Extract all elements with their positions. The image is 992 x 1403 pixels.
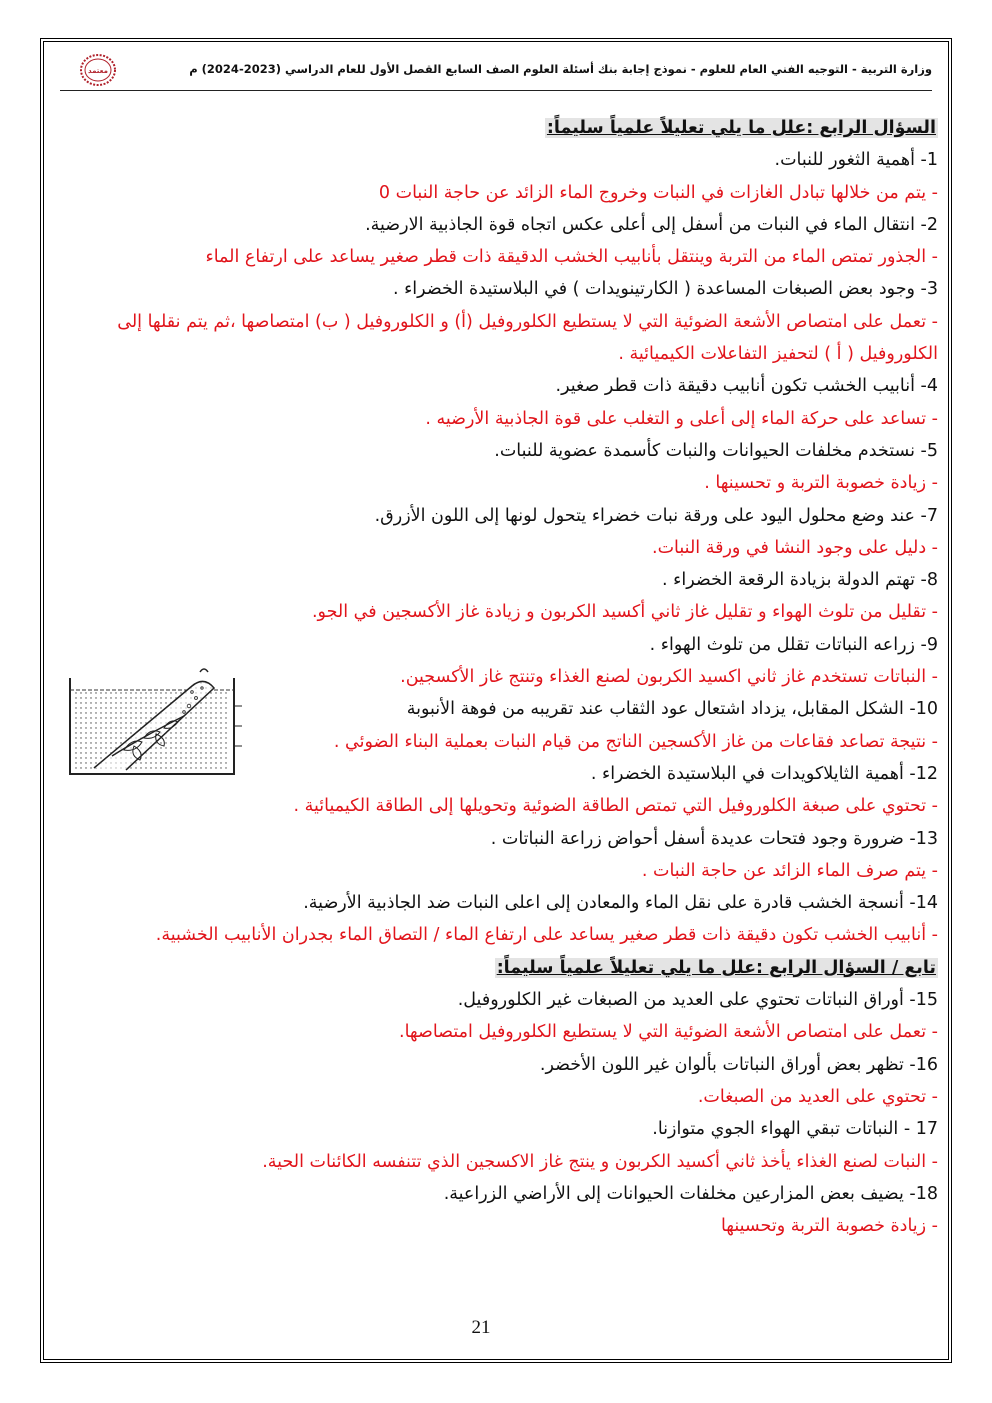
header-divider (60, 90, 932, 91)
answer-text: - تساعد على حركة الماء إلى أعلى و التغلب على قوة الجاذبية الأرضيه . (425, 408, 938, 429)
question-text: 7- عند وضع محلول اليود على ورقة نبات خضراء يتحول لونها إلى اللون الأزرق. (374, 505, 938, 526)
answer-text: - أنابيب الخشب تكون دقيقة ذات قطر صغير يساعد على ارتفاع الماء / التصاق الماء بجدران الأنابيب الخشبية. (155, 925, 938, 946)
answer-text: - تعمل على امتصاص الأشعة الضوئية التي لا يستطيع الكلوروفيل امتصاصها. (399, 1022, 938, 1043)
header-text: وزارة التربية - التوجيه الفني العام للعلوم - نموذج إجابة بنك أسئلة العلوم الصف السابع القصل الأول للعام الدراسي (2023-2024) م (189, 62, 932, 76)
question-list-continued (60, 984, 938, 1242)
page-number: 21 (471, 1317, 491, 1338)
question-text: 10- الشكل المقابل، يزداد اشتعال عود الثقاب عند تقريبه من فوهة الأنبوبة (406, 699, 938, 720)
answer-text: - زيادة خصوبة التربة و تحسينها . (704, 473, 938, 494)
answer-text: - يتم من خلالها تبادل الغازات في النبات وخروج الماء الزائد عن حاجة النبات 0 (378, 182, 938, 203)
answer-text: - تعمل على امتصاص الأشعة الضوئية التي لا يستطيع الكلوروفيل (أ) و الكلوروفيل ( ب) امتصاصها ،ثم يتم نقلها إلى (117, 311, 938, 332)
answer-text: - النبات لصنع الغذاء يأخذ ثاني أكسيد الكربون و ينتج غاز الاكسجين الذي تتنفسه الكائنات الحية. (262, 1151, 938, 1172)
answer-text: - الجذور تمتص الماء من التربة وينتقل بأنابيب الخشب الدقيقة ذات قطر صغير يساعد على ارتفاع الماء (205, 247, 938, 268)
question-text: 5- نستخدم مخلفات الحيوانات والنبات كأسمدة عضوية للنبات. (494, 440, 938, 461)
question-text: 4- أنابيب الخشب تكون أنابيب دقيقة ذات قطر صغير. (555, 376, 938, 397)
answer-text: الكلوروفيل ( أ ) لتحفيز التفاعلات الكيميائية . (618, 344, 938, 365)
answer-text: - تقليل من تلوث الهواء و تقليل غاز ثاني أكسيد الكربون و زيادة غاز الأكسجين في الجو. (311, 602, 938, 623)
question-text: 8- تهتم الدولة بزيادة الرقعة الخضراء . (662, 570, 938, 591)
question-text: 17 - النباتات تبقي الهواء الجوي متوازنا. (652, 1119, 938, 1140)
section-title: السؤال الرابع :علل ما يلي تعليلاً علمياً سليماً: (546, 118, 936, 138)
beaker-plant-icon (64, 666, 250, 778)
question-text: 1- أهمية الثغور للنبات. (774, 150, 938, 171)
answer-text: - زيادة خصوبة التربة وتحسينها (720, 1216, 938, 1237)
question-text: 2- انتقال الماء في النبات من أسفل إلى أعلى عكس اتجاه قوة الجاذبية الارضية. (365, 214, 938, 235)
question-text: 3- وجود بعض الصبغات المساعدة ( الكارتينويدات ) في البلاستيدة الخضراء . (392, 279, 938, 300)
ministry-logo-icon (78, 52, 118, 88)
question-text: 18- يضيف بعض المزارعين مخلفات الحيوانات إلى الأراضي الزراعية. (443, 1183, 938, 1204)
question-text: 14- أنسجة الخشب قادرة على نقل الماء والمعادن إلى اعلى النبات ضد الجاذبية الأرضية. (303, 893, 938, 914)
question-text: 9- زراعه النباتات تقلل من تلوث الهواء . (649, 634, 938, 655)
answer-text: - تحتوي على العديد من الصبغات. (697, 1086, 938, 1107)
answer-text: - دليل على وجود النشا في ورقة النبات. (652, 537, 938, 558)
answer-text: - النباتات تستخدم غاز ثاني اكسيد الكربون لصنع الغذاء وتنتج غاز الأكسجين. (400, 667, 938, 688)
answer-text: - نتيجة تصاعد فقاعات من غاز الأكسجين الناتج من قيام النبات بعملية البناء الضوئي . (333, 731, 938, 752)
answer-text: - تحتوي على صبغة الكلوروفيل التي تمتص الطاقة الضوئية وتحويلها إلى الطاقة الكيميائية . (293, 796, 938, 817)
logo-label: معتمد (88, 67, 108, 75)
page-header (60, 52, 932, 88)
answer-text: - يتم صرف الماء الزائد عن حاجة النبات . (641, 860, 938, 881)
question-text: 16- تظهر بعض أوراق النباتات بألوان غير اللون الأخضر. (539, 1054, 938, 1075)
question-text: 15- أوراق النباتات تحتوي على العديد من الصبغات غير الكلوروفيل. (457, 990, 938, 1011)
question-text: 13- ضرورة وجود فتحات عديدة أسفل أحواض زراعة النباتات . (490, 828, 938, 849)
section-title-continued: تابع / السؤال الرابع :علل ما يلي تعليلاً علمياً سليماً: (496, 957, 936, 978)
question-list (60, 144, 938, 951)
question-text: 12- أهمية الثايلاكويدات في البلاستيدة الخضراء . (590, 763, 938, 784)
